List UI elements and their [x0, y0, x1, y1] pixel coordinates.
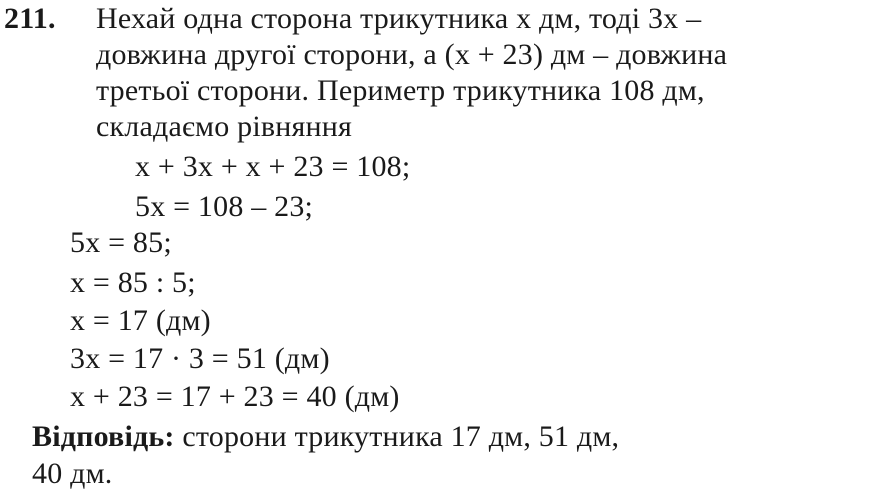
answer-line-1	[32, 420, 619, 454]
equation-line: 5x = 108 – 23;	[135, 190, 314, 223]
problem-first-line	[4, 2, 701, 36]
problem-number: 211.	[4, 2, 56, 35]
problem-text-line-3: третьої сторони. Периметр трикутника 108 дм,	[96, 74, 705, 107]
equation-line: 3x = 17 · 3 = 51 (дм)	[70, 342, 330, 375]
problem-text-line-1: Нехай одна сторона трикутника x дм, тоді 3x –	[96, 2, 702, 35]
equation-line: x = 85 : 5;	[70, 266, 196, 299]
equation-line: x + 23 = 17 + 23 = 40 (дм)	[70, 380, 400, 413]
equation-line: x + 3x + x + 23 = 108;	[135, 150, 411, 183]
equation-line: x = 17 (дм)	[70, 304, 211, 337]
equation-line: 5x = 85;	[70, 226, 172, 259]
answer-line-2: 40 дм.	[32, 457, 113, 490]
answer-text-1: сторони трикутника 17 дм, 51 дм,	[174, 420, 620, 453]
problem-text-line-2: довжина другої сторони, а (x + 23) дм – довжина	[96, 38, 728, 71]
answer-label: Відповідь:	[32, 420, 175, 453]
problem-text-line-4: складаємо рівняння	[96, 110, 352, 143]
